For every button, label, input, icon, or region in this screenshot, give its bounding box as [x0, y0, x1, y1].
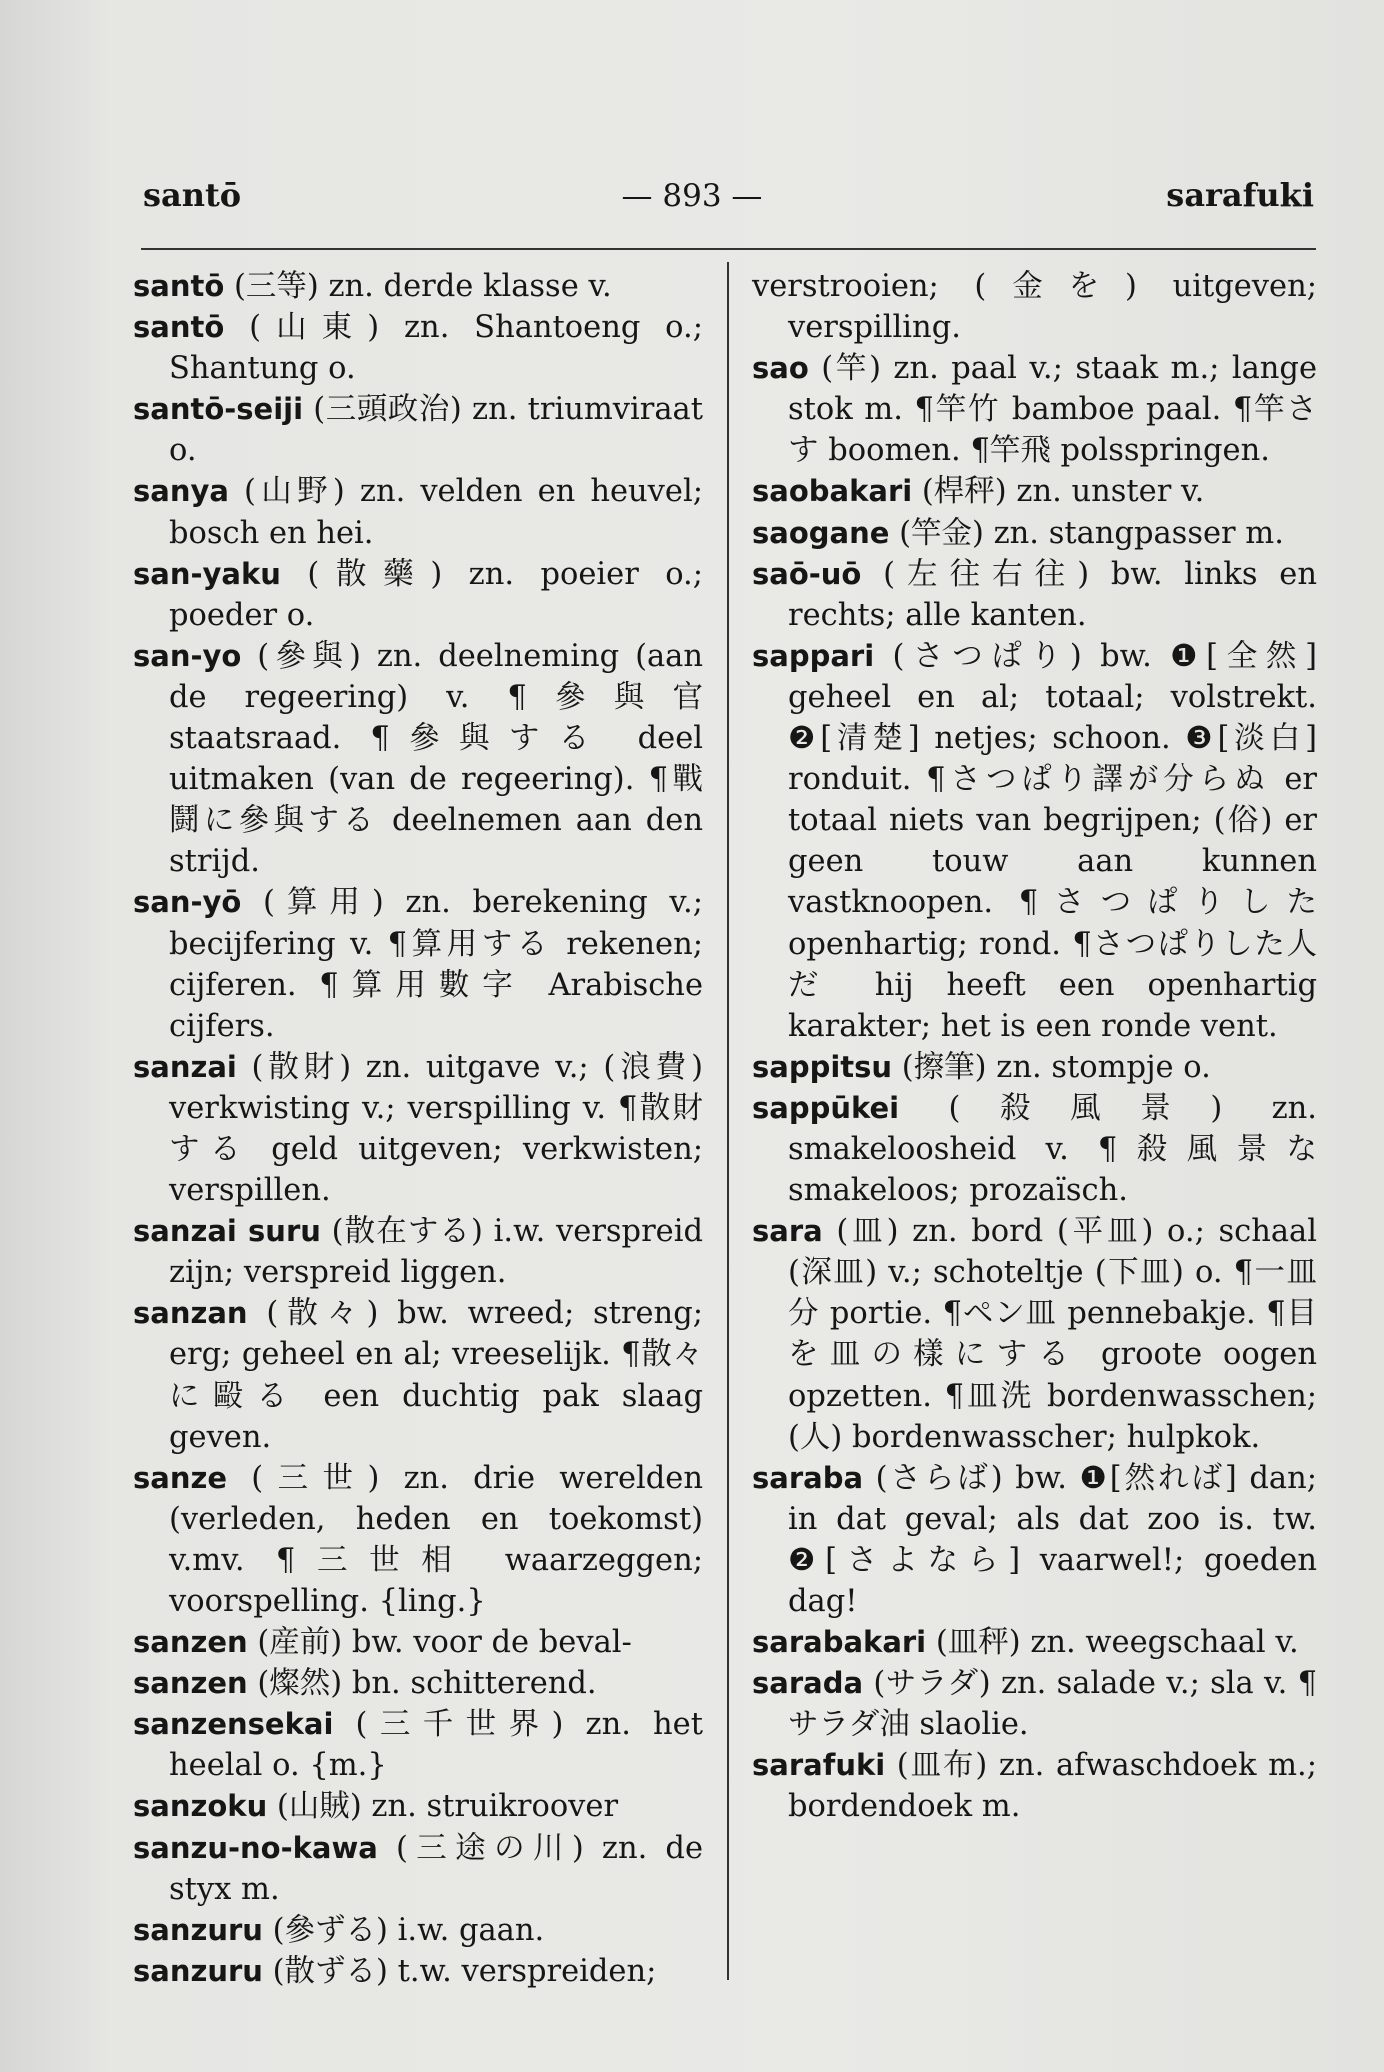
entry-body: (左往右往) bw. links en rechts; alle kanten.: [788, 556, 1317, 633]
dictionary-entry: [752, 1458, 1317, 1622]
entry-body: verstrooien; (金を) uitgeven; verspilling.: [752, 269, 1317, 346]
entry-body: (三千世界) zn. het heelal o. {m.}: [169, 1707, 703, 1784]
entry-body: (竿) zn. paal v.; staak m.; lange stok m. ¶竿竹 bamboe paal. ¶竿さす boomen. ¶竿飛 polsspringen.: [788, 351, 1317, 469]
entry-body: (さらば) bw. ❶[然れば] dan; in dat geval; als dat zoo is. tw. ❷[さよなら] vaarwel!; goeden dag!: [788, 1460, 1317, 1619]
entry-body: (燦然) bn. schitterend.: [247, 1666, 597, 1702]
entry-body: (散財) zn. uitgave v.; (浪費) verkwisting v.; verspilling v. ¶散財する geld uitgeven; verkwisten; verspillen.: [169, 1049, 703, 1209]
dictionary-entry: [133, 389, 703, 471]
dictionary-entry: [133, 636, 703, 883]
headword: sanzensekai: [133, 1707, 334, 1742]
dictionary-entry: [752, 554, 1317, 636]
dictionary-entry: [133, 471, 703, 553]
dictionary-entry: [752, 348, 1317, 471]
headword: sarabakari: [752, 1625, 927, 1660]
entry-body: (參ずる) i.w. gaan.: [262, 1912, 545, 1948]
right-column: [752, 266, 1317, 1828]
headword: sanzai suru: [133, 1214, 321, 1249]
dictionary-entry: [133, 1704, 703, 1786]
dictionary-entry: [133, 1786, 703, 1827]
entry-body: (山野) zn. velden en heuvel; bosch en hei.: [169, 474, 703, 551]
entry-body: (三途の川) zn. de styx m.: [169, 1830, 703, 1907]
headword: san-yō: [133, 885, 242, 920]
headword: sanze: [133, 1460, 228, 1495]
left-column: [133, 266, 703, 1992]
headword: sanzan: [133, 1296, 248, 1331]
headword: saō-uō: [752, 556, 862, 591]
dictionary-entry: [133, 1211, 703, 1293]
dictionary-entry: [752, 1088, 1317, 1211]
page-number: — 893 —: [621, 178, 763, 214]
headword: sara: [752, 1214, 823, 1249]
entry-body: (散々) bw. wreed; streng; erg; geheel en al; vreeselijk. ¶散々に毆る een duchtig pak slaag geven.: [169, 1296, 703, 1455]
headword: saogane: [752, 515, 890, 550]
entry-body: (桿秤) zn. unster v.: [912, 474, 1205, 510]
dictionary-entry: [133, 1293, 703, 1457]
dictionary-entry: [752, 471, 1317, 512]
header-left-guideword: santō: [143, 176, 242, 214]
dictionary-entry: [133, 1458, 703, 1622]
headword: sappari: [752, 638, 875, 673]
headword: sanya: [133, 474, 229, 509]
dictionary-entry: [133, 1663, 703, 1704]
entry-body: (三頭政治) zn. triumviraat o.: [169, 392, 703, 469]
headword: sao: [752, 351, 809, 386]
dictionary-entry: [133, 1910, 703, 1951]
header-rule: [141, 248, 1316, 250]
dictionary-entry: [752, 1211, 1317, 1458]
dictionary-entry: [752, 266, 1317, 348]
column-divider: [727, 262, 729, 1980]
dictionary-entry: [752, 1047, 1317, 1088]
headword: santō: [133, 269, 225, 303]
headword: san-yaku: [133, 556, 281, 591]
headword: sappūkei: [752, 1090, 900, 1125]
headword: sanzoku: [133, 1789, 268, 1824]
dictionary-entry: [133, 1828, 703, 1910]
dictionary-entry: [133, 554, 703, 636]
entry-body: (竿金) zn. stangpasser m.: [889, 515, 1284, 551]
dictionary-entry: [133, 1622, 703, 1663]
entry-body: (散在する) i.w. verspreid zijn; verspreid liggen.: [169, 1214, 703, 1291]
headword: sappitsu: [752, 1049, 893, 1084]
entry-body: (山東) zn. Shantoeng o.; Shantung o.: [169, 310, 703, 387]
dictionary-entry: [752, 1622, 1317, 1663]
headword: sanzuru: [133, 1912, 263, 1947]
entry-body: (さつぱり) bw. ❶[全然] geheel en al; totaal; volstrekt. ❷[清楚] netjes; schoon. ❸[淡白] ronduit. ¶さつぱり譯が分らぬ er totaal niets van begrijpen; (俗) er geen touw aan kunnen vastknoopen. ¶さつぱりした openhartig; rond. ¶さつぱりした人だ hij heeft een openhartig karakter; het is een ronde vent.: [788, 638, 1317, 1044]
entry-body: (山賊) zn. struikroover: [267, 1789, 619, 1825]
entry-body: (殺風景) zn. smakeloosheid v. ¶殺風景な smakeloos; prozaïsch.: [788, 1090, 1317, 1209]
dictionary-entry: [133, 266, 703, 307]
entry-body: (皿秤) zn. weegschaal v.: [926, 1625, 1299, 1661]
entry-body: (産前) bw. voor de beval-: [247, 1625, 632, 1661]
headword: sanzen: [133, 1625, 248, 1660]
entry-body: (サラダ) zn. salade v.; sla v. ¶サラダ油 slaolie.: [788, 1666, 1317, 1743]
headword: sanzu-no-kawa: [133, 1830, 378, 1865]
entry-body: (算用) zn. berekening v.; becijfering v. ¶算用する rekenen; cijferen. ¶算用數字 Arabische cijfers.: [169, 885, 703, 1044]
entry-body: (散ずる) t.w. verspreiden;: [262, 1953, 657, 1989]
dictionary-entry: [752, 1663, 1317, 1745]
headword: sarada: [752, 1666, 864, 1701]
dictionary-entry: [133, 882, 703, 1046]
headword: sanzen: [133, 1666, 248, 1701]
entry-body: (三等) zn. derde klasse v.: [224, 269, 612, 304]
dictionary-entry: [752, 636, 1317, 1047]
dictionary-entry: [752, 513, 1317, 554]
headword: sarafuki: [752, 1748, 886, 1783]
entry-body: (擦筆) zn. stompje o.: [892, 1049, 1211, 1085]
headword: sanzuru: [133, 1953, 263, 1988]
dictionary-entry: [752, 1745, 1317, 1827]
entry-body: (皿布) zn. afwaschdoek m.; bordendoek m.: [788, 1748, 1317, 1825]
headword: santō: [133, 310, 225, 345]
entry-body: (散藥) zn. poeier o.; poeder o.: [169, 556, 703, 633]
headword: saraba: [752, 1460, 864, 1495]
headword: santō-seiji: [133, 392, 304, 427]
header-right-guideword: sarafuki: [1166, 176, 1314, 214]
headword: san-yo: [133, 638, 242, 673]
headword: sanzai: [133, 1049, 237, 1084]
dictionary-entry: [133, 1047, 703, 1211]
entry-body: (參與) zn. deelneming (aan de regeering) v. ¶參與官 staatsraad. ¶參與する deel uitmaken (van de regeering). ¶戰鬪に參與する deelnemen aan den strijd.: [169, 638, 703, 880]
headword: saobakari: [752, 474, 913, 509]
dictionary-entry: [133, 1951, 703, 1992]
entry-body: (三世) zn. drie werelden (verleden, heden en toekomst) v.mv. ¶三世相 waarzeggen; voorspelling. {ling.}: [169, 1460, 703, 1619]
dictionary-entry: [133, 307, 703, 389]
entry-body: (皿) zn. bord (平皿) o.; schaal (深皿) v.; schoteltje (下皿) o. ¶一皿分 portie. ¶ペン皿 pennebakje. ¶目を皿の樣にする groote oogen opzetten. ¶皿洗 bordenwasschen; (人) bordenwasscher; hulpkok.: [788, 1214, 1317, 1455]
